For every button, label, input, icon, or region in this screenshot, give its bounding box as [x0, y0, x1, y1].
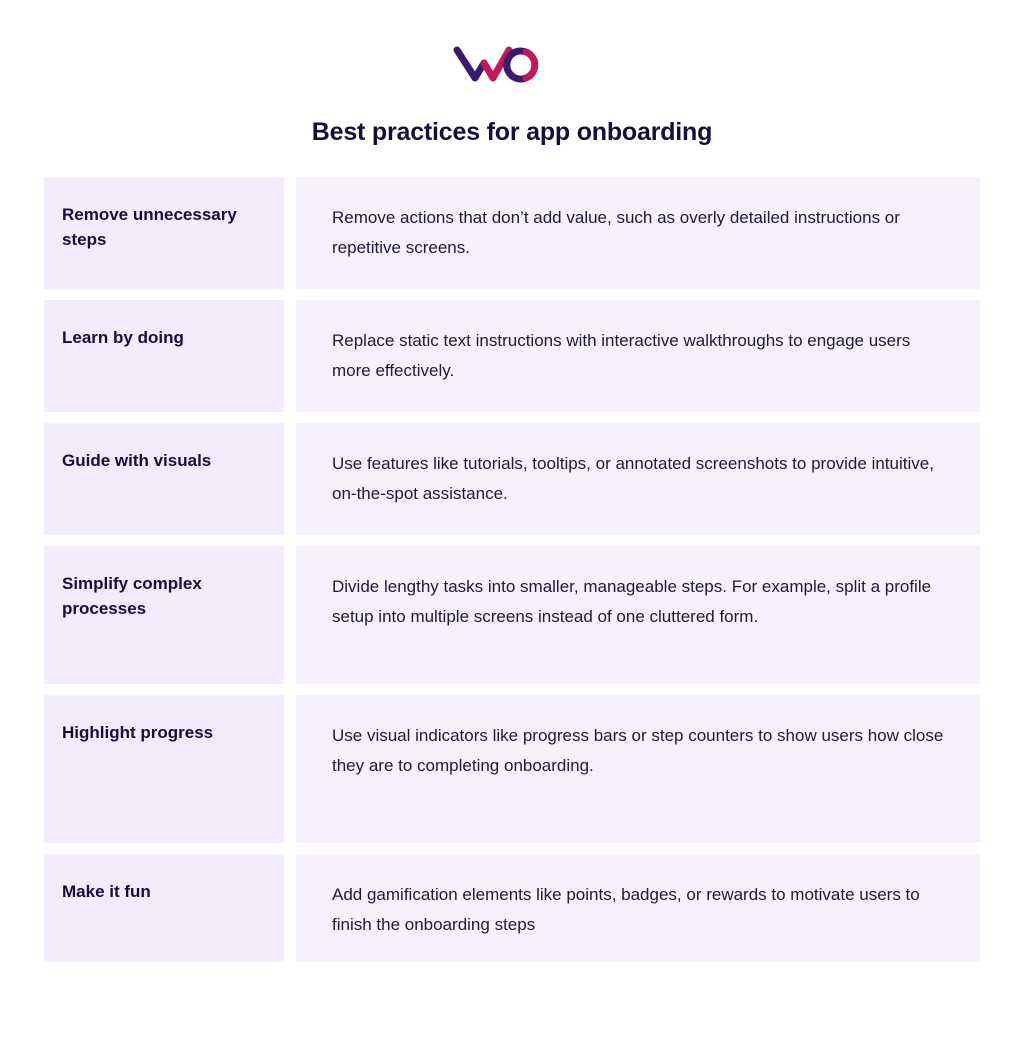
best-practices-table: [44, 177, 980, 962]
practice-description: Replace static text instructions with interactive walkthroughs to engage users more effectively.: [296, 300, 980, 412]
practice-label: Highlight progress: [44, 695, 284, 843]
table-row: [44, 177, 980, 289]
practice-description: Add gamification elements like points, badges, or rewards to motivate users to finish the onboarding steps: [296, 854, 980, 962]
table-row: [44, 546, 980, 684]
table-row: [44, 854, 980, 962]
table-row: [44, 423, 980, 535]
practice-label: Remove unnecessary steps: [44, 177, 284, 289]
page-title: Best practices for app onboarding: [311, 118, 713, 146]
practice-label: Make it fun: [44, 854, 284, 962]
table-row: [44, 695, 980, 843]
practice-label: Guide with visuals: [44, 423, 284, 535]
practice-description: Use features like tutorials, tooltips, or annotated screenshots to provide intuitive, on-the-spot assistance.: [296, 423, 980, 535]
practice-description: Use visual indicators like progress bars or step counters to show users how close they are to completing onboarding.: [296, 695, 980, 843]
practice-label: Simplify complex processes: [44, 546, 284, 684]
practice-description: Divide lengthy tasks into smaller, manageable steps. For example, split a profile setup into multiple screens instead of one cluttered form.: [296, 546, 980, 684]
practice-label: Learn by doing: [44, 300, 284, 412]
practice-description: Remove actions that don’t add value, such as overly detailed instructions or repetitive screens.: [296, 177, 980, 289]
vwo-logo-icon: [453, 44, 571, 84]
table-row: [44, 300, 980, 412]
logo-container: [0, 0, 1024, 92]
